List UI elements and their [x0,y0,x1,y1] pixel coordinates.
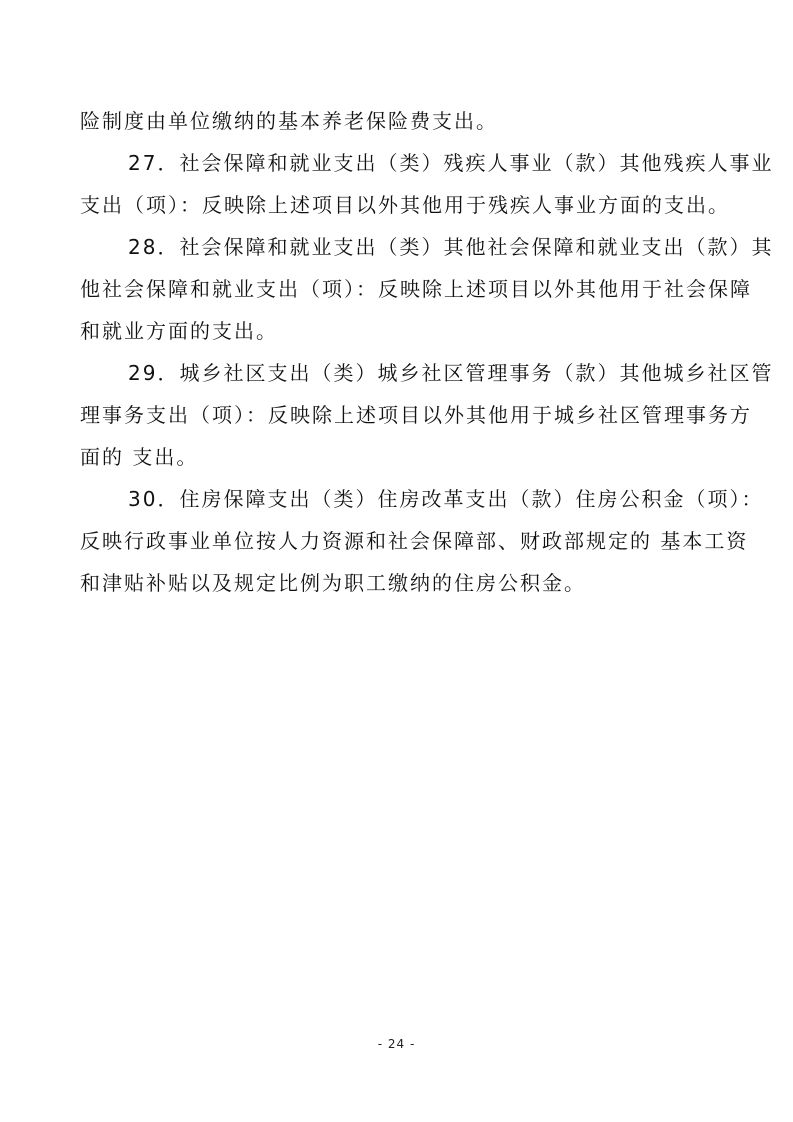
paragraph-28-line-2: 他社会保障和就业支出（项）：反映除上述项目以外其他用于社会保障 [80,277,752,301]
paragraph-27-line-2: 支出（项）：反映除上述项目以外其他用于残疾人事业方面的支出。 [80,193,730,217]
paragraph-28-line-1: 28．社会保障和就业支出（类）其他社会保障和就业支出（款）其 [128,235,774,259]
paragraph-28-line-3: 和就业方面的支出。 [80,319,278,343]
paragraph-29-line-3: 面的 支出。 [80,445,199,469]
paragraph-29-line-1: 29．城乡社区支出（类）城乡社区管理事务（款）其他城乡社区管 [128,361,774,385]
paragraph-26-continuation: 险制度由单位缴纳的基本养老保险费支出。 [80,109,498,133]
document-body [80,100,774,604]
paragraph-30-line-1: 30．住房保障支出（类）住房改革支出（款）住房公积金（项）： [128,487,764,511]
paragraph-27-line-1: 27．社会保障和就业支出（类）残疾人事业（款）其他残疾人事业 [128,151,774,175]
paragraph-30-line-3: 和津贴补贴以及规定比例为职工缴纳的住房公积金。 [80,571,586,595]
page-number: - 24 - [377,1037,416,1051]
paragraph-29-line-2: 理事务支出（项）：反映除上述项目以外其他用于城乡社区管理事务方 [80,403,752,427]
paragraph-30-line-2: 反映行政事业单位按人力资源和社会保障部、财政部规定的 基本工资 [80,529,749,553]
